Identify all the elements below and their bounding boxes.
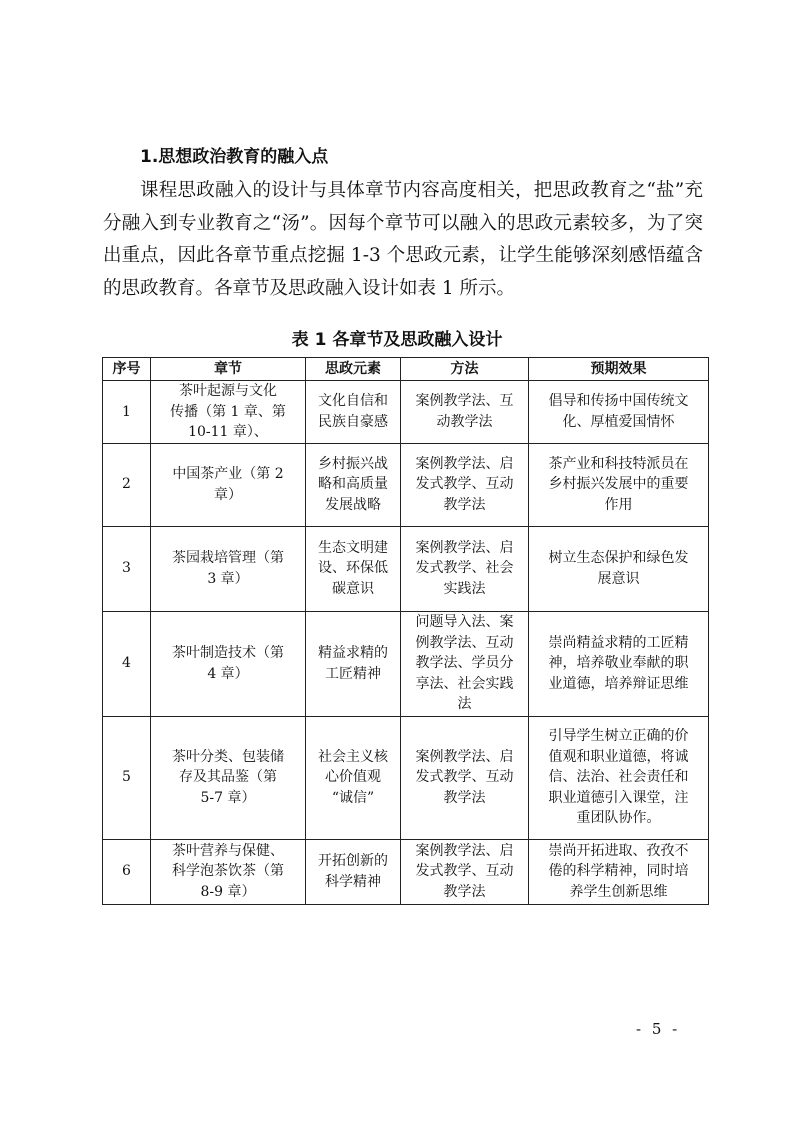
- cell-element: 开拓创新的 科学精神: [306, 839, 401, 904]
- header-effect: 预期效果: [529, 358, 709, 381]
- table-caption: 表 1 各章节及思政融入设计: [291, 330, 503, 350]
- cell-index: 5: [103, 716, 151, 839]
- table-row: [103, 839, 709, 904]
- cell-element: 精益求精的 工匠精神: [306, 611, 401, 716]
- cell-chapter: 茶叶营养与保健、 科学泡茶饮茶（第 8-9 章）: [151, 839, 306, 904]
- cell-effect: 树立生态保护和绿色发 展意识: [529, 526, 709, 611]
- cell-index: 1: [103, 381, 151, 444]
- cell-effect: 茶产业和科技特派员在 乡村振兴发展中的重要 作用: [529, 443, 709, 526]
- cell-method: 案例教学法、启 发式教学、互动 教学法: [401, 839, 529, 904]
- header-method: 方法: [401, 358, 529, 381]
- cell-index: 6: [103, 839, 151, 904]
- cell-chapter: 中国茶产业（第 2 章）: [151, 443, 306, 526]
- cell-index: 3: [103, 526, 151, 611]
- cell-chapter: 茶叶起源与文化 传播（第 1 章、第 10-11 章）、: [151, 381, 306, 444]
- cell-chapter: 茶叶分类、包装储 存及其品鉴（第 5-7 章）: [151, 716, 306, 839]
- cell-method: 案例教学法、启 发式教学、社会 实践法: [401, 526, 529, 611]
- cell-chapter: 茶园栽培管理（第 3 章）: [151, 526, 306, 611]
- cell-effect: 引导学生树立正确的价 值观和职业道德，将诚 信、法治、社会责任和 职业道德引入课堂，注 重团队协作。: [529, 716, 709, 839]
- cell-method: 案例教学法、互 动教学法: [401, 381, 529, 444]
- table-row: [103, 381, 709, 444]
- cell-effect: 崇尚精益求精的工匠精 神，培养敬业奉献的职 业道德，培养辩证思维: [529, 611, 709, 716]
- header-chapter: 章节: [151, 358, 306, 381]
- cell-index: 4: [103, 611, 151, 716]
- cell-chapter: 茶叶制造技术（第 4 章）: [151, 611, 306, 716]
- header-index: 序号: [103, 358, 151, 381]
- cell-element: 乡村振兴战 略和高质量 发展战略: [306, 443, 401, 526]
- header-element: 思政元素: [306, 358, 401, 381]
- cell-element: 生态文明建 设、环保低 碳意识: [306, 526, 401, 611]
- paragraph-text: 课程思政融入的设计与具体章节内容高度相关，把思政教育之“盐”充分融入到专业教育之“汤”。因每个章节可以融入的思政元素较多，为了突出重点，因此各章节重点挖掘 1-3 个思政元素，让学生能够深刻感悟蕴含的思政教育。各章节及思政融入设计如表 1 所示。: [103, 180, 703, 299]
- page-number: - 5 -: [636, 1020, 681, 1038]
- section-heading: 1.思想政治教育的融入点: [140, 147, 329, 167]
- table-row: [103, 526, 709, 611]
- cell-method: 问题导入法、案 例教学法、互动 教学法、学员分 享法、社会实践 法: [401, 611, 529, 716]
- cell-element: 社会主义核 心价值观 “诚信”: [306, 716, 401, 839]
- cell-method: 案例教学法、启 发式教学、互动 教学法: [401, 443, 529, 526]
- table-header-row: [103, 358, 709, 381]
- table-row: [103, 611, 709, 716]
- table-row: [103, 443, 709, 526]
- cell-element: 文化自信和 民族自豪感: [306, 381, 401, 444]
- cell-effect: 崇尚开拓进取、孜孜不 倦的科学精神，同时培 养学生创新思维: [529, 839, 709, 904]
- chapter-design-table: [102, 357, 709, 905]
- cell-effect: 倡导和传扬中国传统文 化、厚植爱国情怀: [529, 381, 709, 444]
- table-row: [103, 716, 709, 839]
- cell-index: 2: [103, 443, 151, 526]
- body-paragraph: [103, 175, 703, 305]
- cell-method: 案例教学法、启 发式教学、互动 教学法: [401, 716, 529, 839]
